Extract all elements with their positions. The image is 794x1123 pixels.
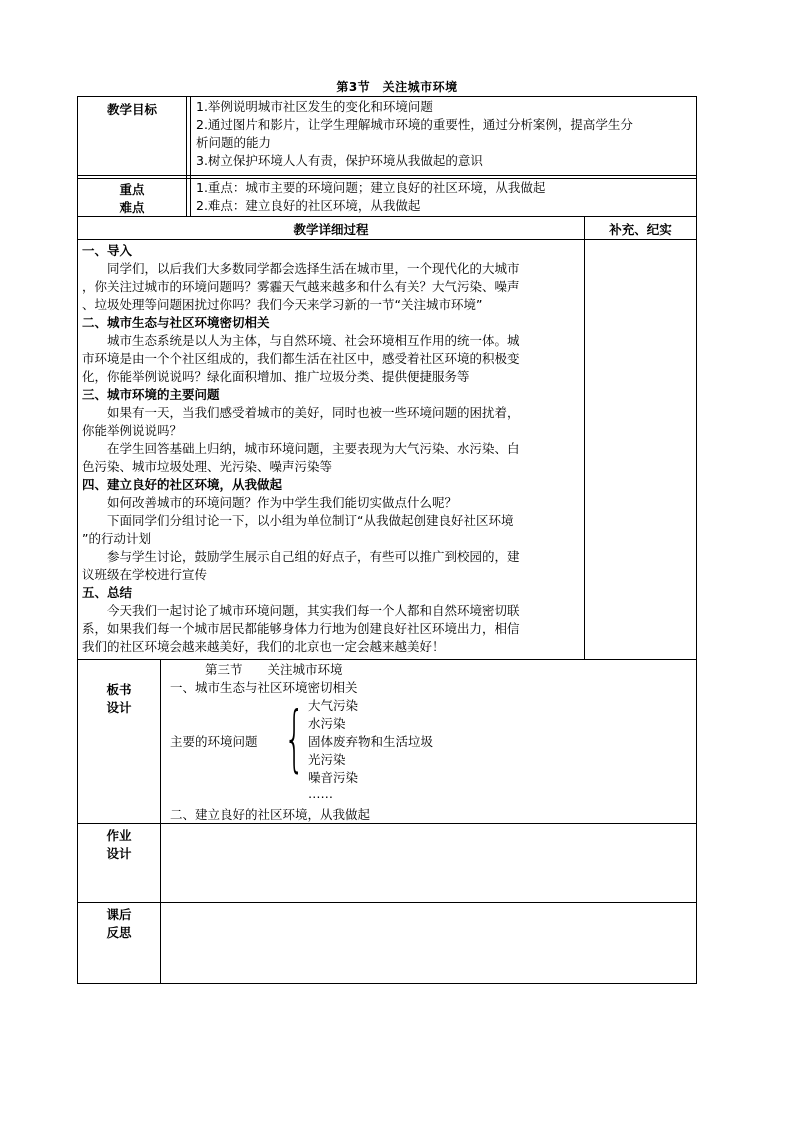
problems-label: 主要的环境问题 bbox=[170, 734, 258, 749]
section-heading: 四、建立良好的社区环境，从我做起 bbox=[82, 477, 283, 492]
process-line: 我们的社区环境会越来越美好，我们的北京也一定会越来越美好！ bbox=[82, 639, 445, 654]
problem-item: 噪音污染 bbox=[308, 770, 359, 785]
board-title: 第三节 关注城市环境 bbox=[205, 662, 343, 677]
row-divider bbox=[77, 216, 697, 217]
homework-label: 作业 bbox=[106, 828, 132, 843]
process-line: 议班级在学校进行宣传 bbox=[82, 567, 208, 582]
process-line: ”的行动计划 bbox=[82, 531, 151, 546]
process-line: 参与学生讨论，鼓励学生展示自己组的好点子，有些可以推广到校园的，建 bbox=[107, 549, 520, 564]
supplement-header: 补充、纪实 bbox=[609, 222, 672, 237]
process-line: 下面同学们分组讨论一下，以小组为单位制订“从我做起创建良好社区环境 bbox=[107, 513, 514, 528]
homework-label-2: 设计 bbox=[106, 846, 132, 861]
problem-item: …… bbox=[308, 786, 333, 801]
reflection-label: 课后 bbox=[106, 907, 132, 922]
section-heading: 三、城市环境的主要问题 bbox=[82, 387, 220, 402]
row-divider bbox=[77, 175, 697, 176]
problem-item: 水污染 bbox=[308, 716, 346, 731]
process-line: 城市生态系统是以人为主体，与自然环境、社会环境相互作用的统一体。城 bbox=[107, 333, 520, 348]
problem-item: 光污染 bbox=[308, 752, 346, 767]
process-line: 系，如果我们每一个城市居民都能够身体力行地为创建良好社区环境出力，相信 bbox=[82, 621, 520, 636]
process-line: 市环境是由一个个社区组成的，我们都生活在社区中，感受着社区环境的积极变 bbox=[82, 351, 520, 366]
board-label: 板书 bbox=[106, 682, 132, 697]
table-border-bottom bbox=[77, 983, 697, 984]
keypoint-line: 2.难点：建立良好的社区环境，从我做起 bbox=[196, 198, 421, 213]
objective-line: 3.树立保护环境人人有责，保护环境从我做起的意识 bbox=[196, 153, 483, 168]
process-body bbox=[82, 242, 580, 656]
process-line: 在学生回答基础上归纳，城市环境问题，主要表现为大气污染、水污染、白 bbox=[107, 441, 520, 456]
problem-item: 固体废弃物和生活垃圾 bbox=[308, 734, 434, 749]
col-divider bbox=[190, 96, 191, 216]
keypoint-line: 1.重点：城市主要的环境问题；建立良好的社区环境，从我做起 bbox=[196, 180, 546, 195]
process-header: 教学详细过程 bbox=[293, 222, 369, 237]
process-line: 、垃圾处理等问题困扰过你吗？我们今天来学习新的一节“关注城市环境” bbox=[82, 297, 483, 312]
reflection-label-2: 反思 bbox=[106, 925, 132, 940]
table-border-top bbox=[77, 96, 697, 97]
process-line: 化，你能举例说说吗？绿化面积增加、推广垃圾分类、提供便捷服务等 bbox=[82, 369, 470, 384]
process-line: 同学们，以后我们大多数同学都会选择生活在城市里，一个现代化的大城市 bbox=[107, 261, 520, 276]
board-label-2: 设计 bbox=[106, 700, 132, 715]
section-heading: 二、城市生态与社区环境密切相关 bbox=[82, 315, 270, 330]
objective-line: 2.通过图片和影片，让学生理解城市环境的重要性，通过分析案例，提高学生分 bbox=[196, 117, 633, 132]
row-divider bbox=[77, 659, 697, 660]
process-line: 如果有一天，当我们感受着城市的美好，同时也被一些环境问题的困扰着， bbox=[107, 405, 520, 420]
col-divider bbox=[160, 659, 161, 983]
process-line: 你能举例说说吗？ bbox=[82, 423, 183, 438]
board-section-2: 二、建立良好的社区环境，从我做起 bbox=[170, 807, 371, 822]
table-border-right bbox=[696, 96, 697, 984]
section-heading: 五、总结 bbox=[82, 585, 133, 600]
brace-icon: { bbox=[284, 696, 305, 780]
col-divider bbox=[186, 96, 187, 216]
objective-line: 1.举例说明城市社区发生的变化和环境问题 bbox=[196, 99, 433, 114]
objective-line: 析问题的能力 bbox=[196, 135, 272, 150]
keypoints-label: 重点 bbox=[119, 182, 145, 197]
board-section-1: 一、城市生态与社区环境密切相关 bbox=[170, 680, 358, 695]
page-title: 第3节 关注城市环境 bbox=[336, 80, 458, 94]
objectives-label: 教学目标 bbox=[106, 102, 157, 117]
row-divider bbox=[77, 902, 697, 903]
row-divider bbox=[77, 239, 697, 240]
process-line: 色污染、城市垃圾处理、光污染、噪声污染等 bbox=[82, 459, 333, 474]
difficulties-label: 难点 bbox=[119, 200, 145, 215]
process-line: ，你关注过城市的环境问题吗？雾霾天气越来越多和什么有关？大气污染、噪声 bbox=[82, 279, 520, 294]
col-divider bbox=[584, 216, 585, 659]
section-heading: 一、导入 bbox=[82, 243, 133, 258]
process-line: 今天我们一起讨论了城市环境问题，其实我们每一个人都和自然环境密切联 bbox=[107, 603, 520, 618]
process-line: 如何改善城市的环境问题？作为中学生我们能切实做点什么呢？ bbox=[107, 495, 458, 510]
problem-item: 大气污染 bbox=[308, 698, 359, 713]
